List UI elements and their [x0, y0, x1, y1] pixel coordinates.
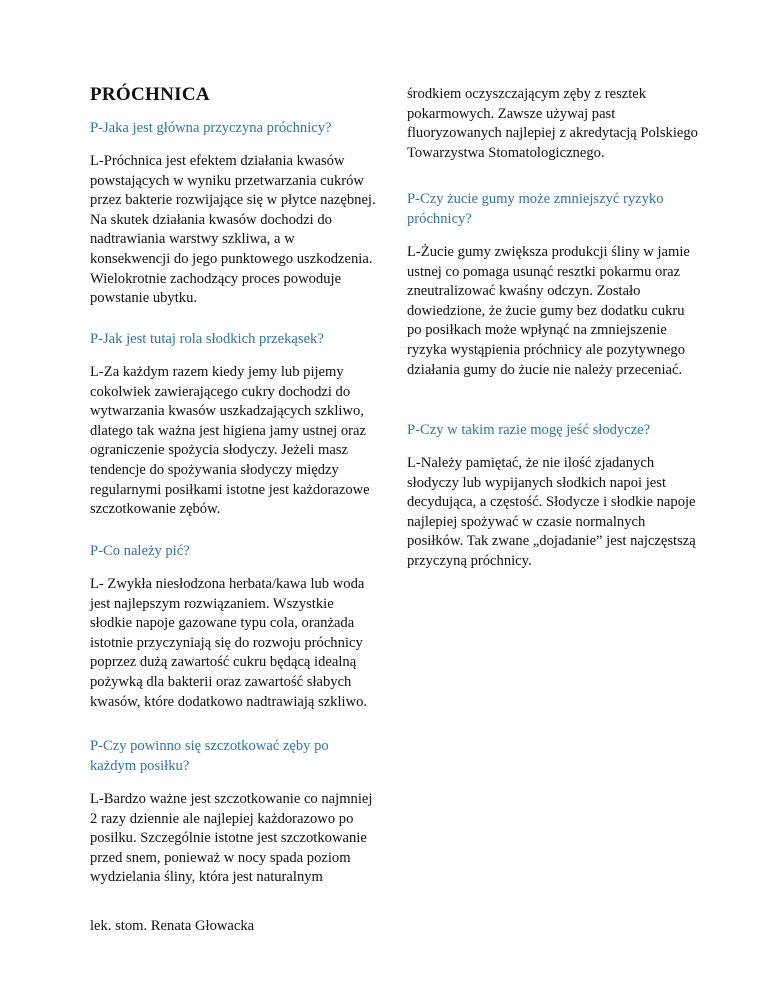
answer-what-to-drink: L- Zwykła niesłodzona herbata/kawa lub woda jest najlepszym rozwiązaniem. Wszystkie słodkie napoje gazowane typu cola, oranżada istotnie przyczyniają się do rozwoju próchnicy poprzez dużą zawartość cukru będącą idealną pożywką dla bakterii oraz zawartość słabych kwasów, które dodatkowo nadtrawiają szkliwo. — [90, 576, 368, 710]
question-chewing-gum: P-Czy żucie gumy może zmniejszyć ryzyko próchnicy? — [407, 191, 664, 227]
author-footer: lek. stom. Renata Głowacka — [90, 918, 255, 934]
question-sweet-snacks: P-Jak jest tutaj rola słodkich przekąsek? — [90, 331, 324, 347]
question-what-to-drink: P-Co należy pić? — [90, 543, 190, 559]
answer-main-cause: L-Próchnica jest efektem działania kwasów powstających w wyniku przetwarzania cukrów przez bakterie rozwijające się w płytce nazębnej. Na skutek działania kwasów dochodzi do nadtrawiania warstwy szkliwa, a w konsekwencji do jego punktowego uszkodzenia. Wielokrotnie zachodzący proces powoduje powstanie ubytku. — [90, 153, 376, 307]
answer-chewing-gum: L-Żucie gumy zwiększa produkcji śliny w jamie ustnej co pomaga usunąć resztki pokarmu oraz zneutralizować kwaśny odczyn. Zostało dowiedzione, że żucie gumy bez dodatku cukru po posiłkach może wpłynąć na zmniejszenie ryzyka wystąpienia próchnicy ale pozytywnego działania gumy do żucie nie należy przeceniać. — [407, 244, 690, 378]
answer-brushing-after-meal: L-Bardzo ważne jest szczotkowanie co najmniej 2 razy dziennie ale najlepiej każdorazowo po posilku. Szczególnie istotne jest szczotkowanie przed snem, ponieważ w nocy spada poziom wydzielania śliny, która jest naturalnym — [90, 791, 373, 886]
answer-can-eat-sweets: L-Należy pamiętać, że nie ilość zjadanych słodyczy lub wypijanych słodkich napoi jest decydująca, a częstość. Słodycze i słodkie napoje najlepiej spożywać w czasie normalnych posiłków. Tak zwane „dojadanie” jest najczęstszą przyczyną próchnicy. — [407, 455, 696, 569]
question-brushing-after-meal: P-Czy powinno się szczotkować zęby po każdym posiłku? — [90, 738, 329, 774]
answer-brushing-continued: środkiem oczyszczającym zęby z resztek pokarmowych. Zawsze używaj past fluoryzowanych najlepiej z akredytacją Polskiego Towarzystwa Stomatologicznego. — [407, 86, 698, 161]
page-title: PRÓCHNICA — [90, 84, 210, 105]
answer-sweet-snacks: L-Za każdym razem kiedy jemy lub pijemy cokolwiek zawierającego cukry dochodzi do wytwarzania kwasów uszkadzających szkliwo, dlatego tak ważna jest higiena jamy ustnej oraz ograniczenie spożycia słodyczy. Jeżeli masz tendencje do spożywania słodyczy między regularnymi posiłkami istotne jest każdorazowe szczotkowanie zębów. — [90, 364, 370, 518]
question-can-eat-sweets: P-Czy w takim razie mogę jeść słodycze? — [407, 422, 651, 438]
question-main-cause: P-Jaka jest główna przyczyna próchnicy? — [90, 120, 332, 136]
